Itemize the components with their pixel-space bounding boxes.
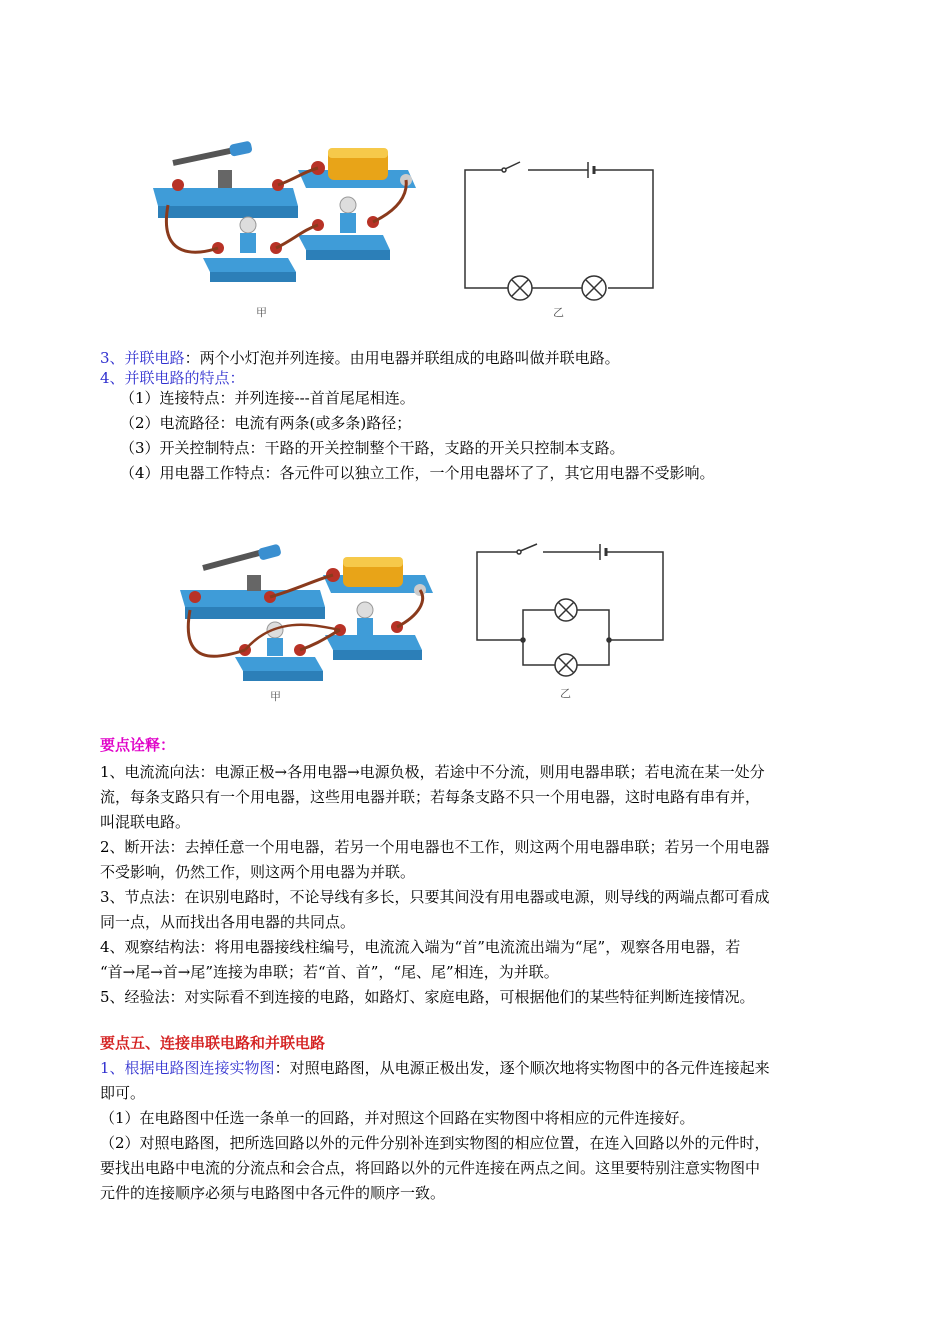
section5-sub-number: 1、 [100,1059,125,1077]
section5-heading: 要点五、连接串联电路和并联电路 [100,1034,326,1052]
explanation-line-7: 同一点，从而找出各用电器的共同点。 [100,913,356,931]
section4-item-2: （2）电流路径：电流有两条(或多条)路径； [120,414,412,432]
explanation-line-8: 4、观察结构法：将用电器接线柱编号，电流流入端为“首”电流流出端为“尾”，观察各用电器，若 [100,938,741,956]
section4-item-1: （1）连接特点：并列连接---首首尾尾相连。 [120,389,415,407]
parallel-photo [180,544,433,681]
explanation-heading: 要点诠释： [100,736,176,754]
parallel-circuit-illustration [175,535,675,710]
figure-parallel-circuit [175,535,675,710]
section4-item-4: （4）用电器工作特点：各元件可以独立工作，一个用电器坏了了，其它用电器不受影响。 [120,464,715,482]
explanation-line-4: 2、断开法：去掉任意一个用电器，若另一个用电器也不工作，则这两个用电器串联；若另一个用电器 [100,838,770,856]
figure1-label-right: 乙 [553,306,564,319]
section5-line-3: 要找出电路中电流的分流点和会合点，将回路以外的元件连接在两点之间。这里要特别注意实物图中 [100,1159,761,1177]
section5-line-4: 元件的连接顺序必须与电路图中各元件的顺序一致。 [100,1184,446,1202]
section4-heading: 4、并联电路的特点： [100,369,245,387]
explanation-line-5: 不受影响，仍然工作，则这两个用电器为并联。 [100,863,416,881]
series-circuit-illustration [148,140,668,330]
explanation-line-2: 流，每条支路只有一个用电器，这些用电器并联；若每条支路不只一个用电器，这时电路有串有并， [100,788,761,806]
section3-number: 3、 [100,349,125,367]
section3-term: 并联电路 [124,349,185,367]
figure2-label-right: 乙 [560,687,571,700]
section5-sub-text2: 即可。 [100,1084,146,1102]
figure-series-circuit [148,140,668,330]
figure2-label-left: 甲 [270,690,281,703]
parallel-schematic [477,544,663,676]
section4-item-3: （3）开关控制特点：干路的开关控制整个干路，支路的开关只控制本支路。 [120,439,625,457]
section5-sub-term: 根据电路图连接实物图 [124,1059,275,1077]
series-schematic [465,162,653,300]
section5-sub-text: ：对照电路图，从电源正极出发，逐个顺次地将实物图中的各元件连接起来 [274,1059,770,1077]
explanation-line-10: 5、经验法：对实际看不到连接的电路，如路灯、家庭电路，可根据他们的某些特征判断连接情况。 [100,988,755,1006]
explanation-line-1: 1、电流流向法：电源正极→各用电器→电源负极，若途中不分流，则用电器串联；若电流在某一处分 [100,763,765,781]
figure1-label-left: 甲 [256,306,267,319]
explanation-line-9: “首→尾→首→尾”连接为串联；若“首、首”，“尾、尾”相连，为并联。 [100,963,559,981]
section5-line-2: （2）对照电路图，把所选回路以外的元件分别补连到实物图的相应位置，在连入回路以外的元件时， [100,1134,770,1152]
series-photo [153,141,416,282]
section5-sub-line [100,1056,860,1081]
section3-text: ：两个小灯泡并列连接。由用电器并联组成的电路叫做并联电路。 [184,349,620,367]
explanation-line-6: 3、节点法：在识别电路时，不论导线有多长，只要其间没有用电器或电源，则导线的两端点都可看成 [100,888,770,906]
section5-line-1: （1）在电路图中任选一条单一的回路，并对照这个回路在实物图中将相应的元件连接好。 [100,1109,695,1127]
explanation-line-3: 叫混联电路。 [100,813,191,831]
